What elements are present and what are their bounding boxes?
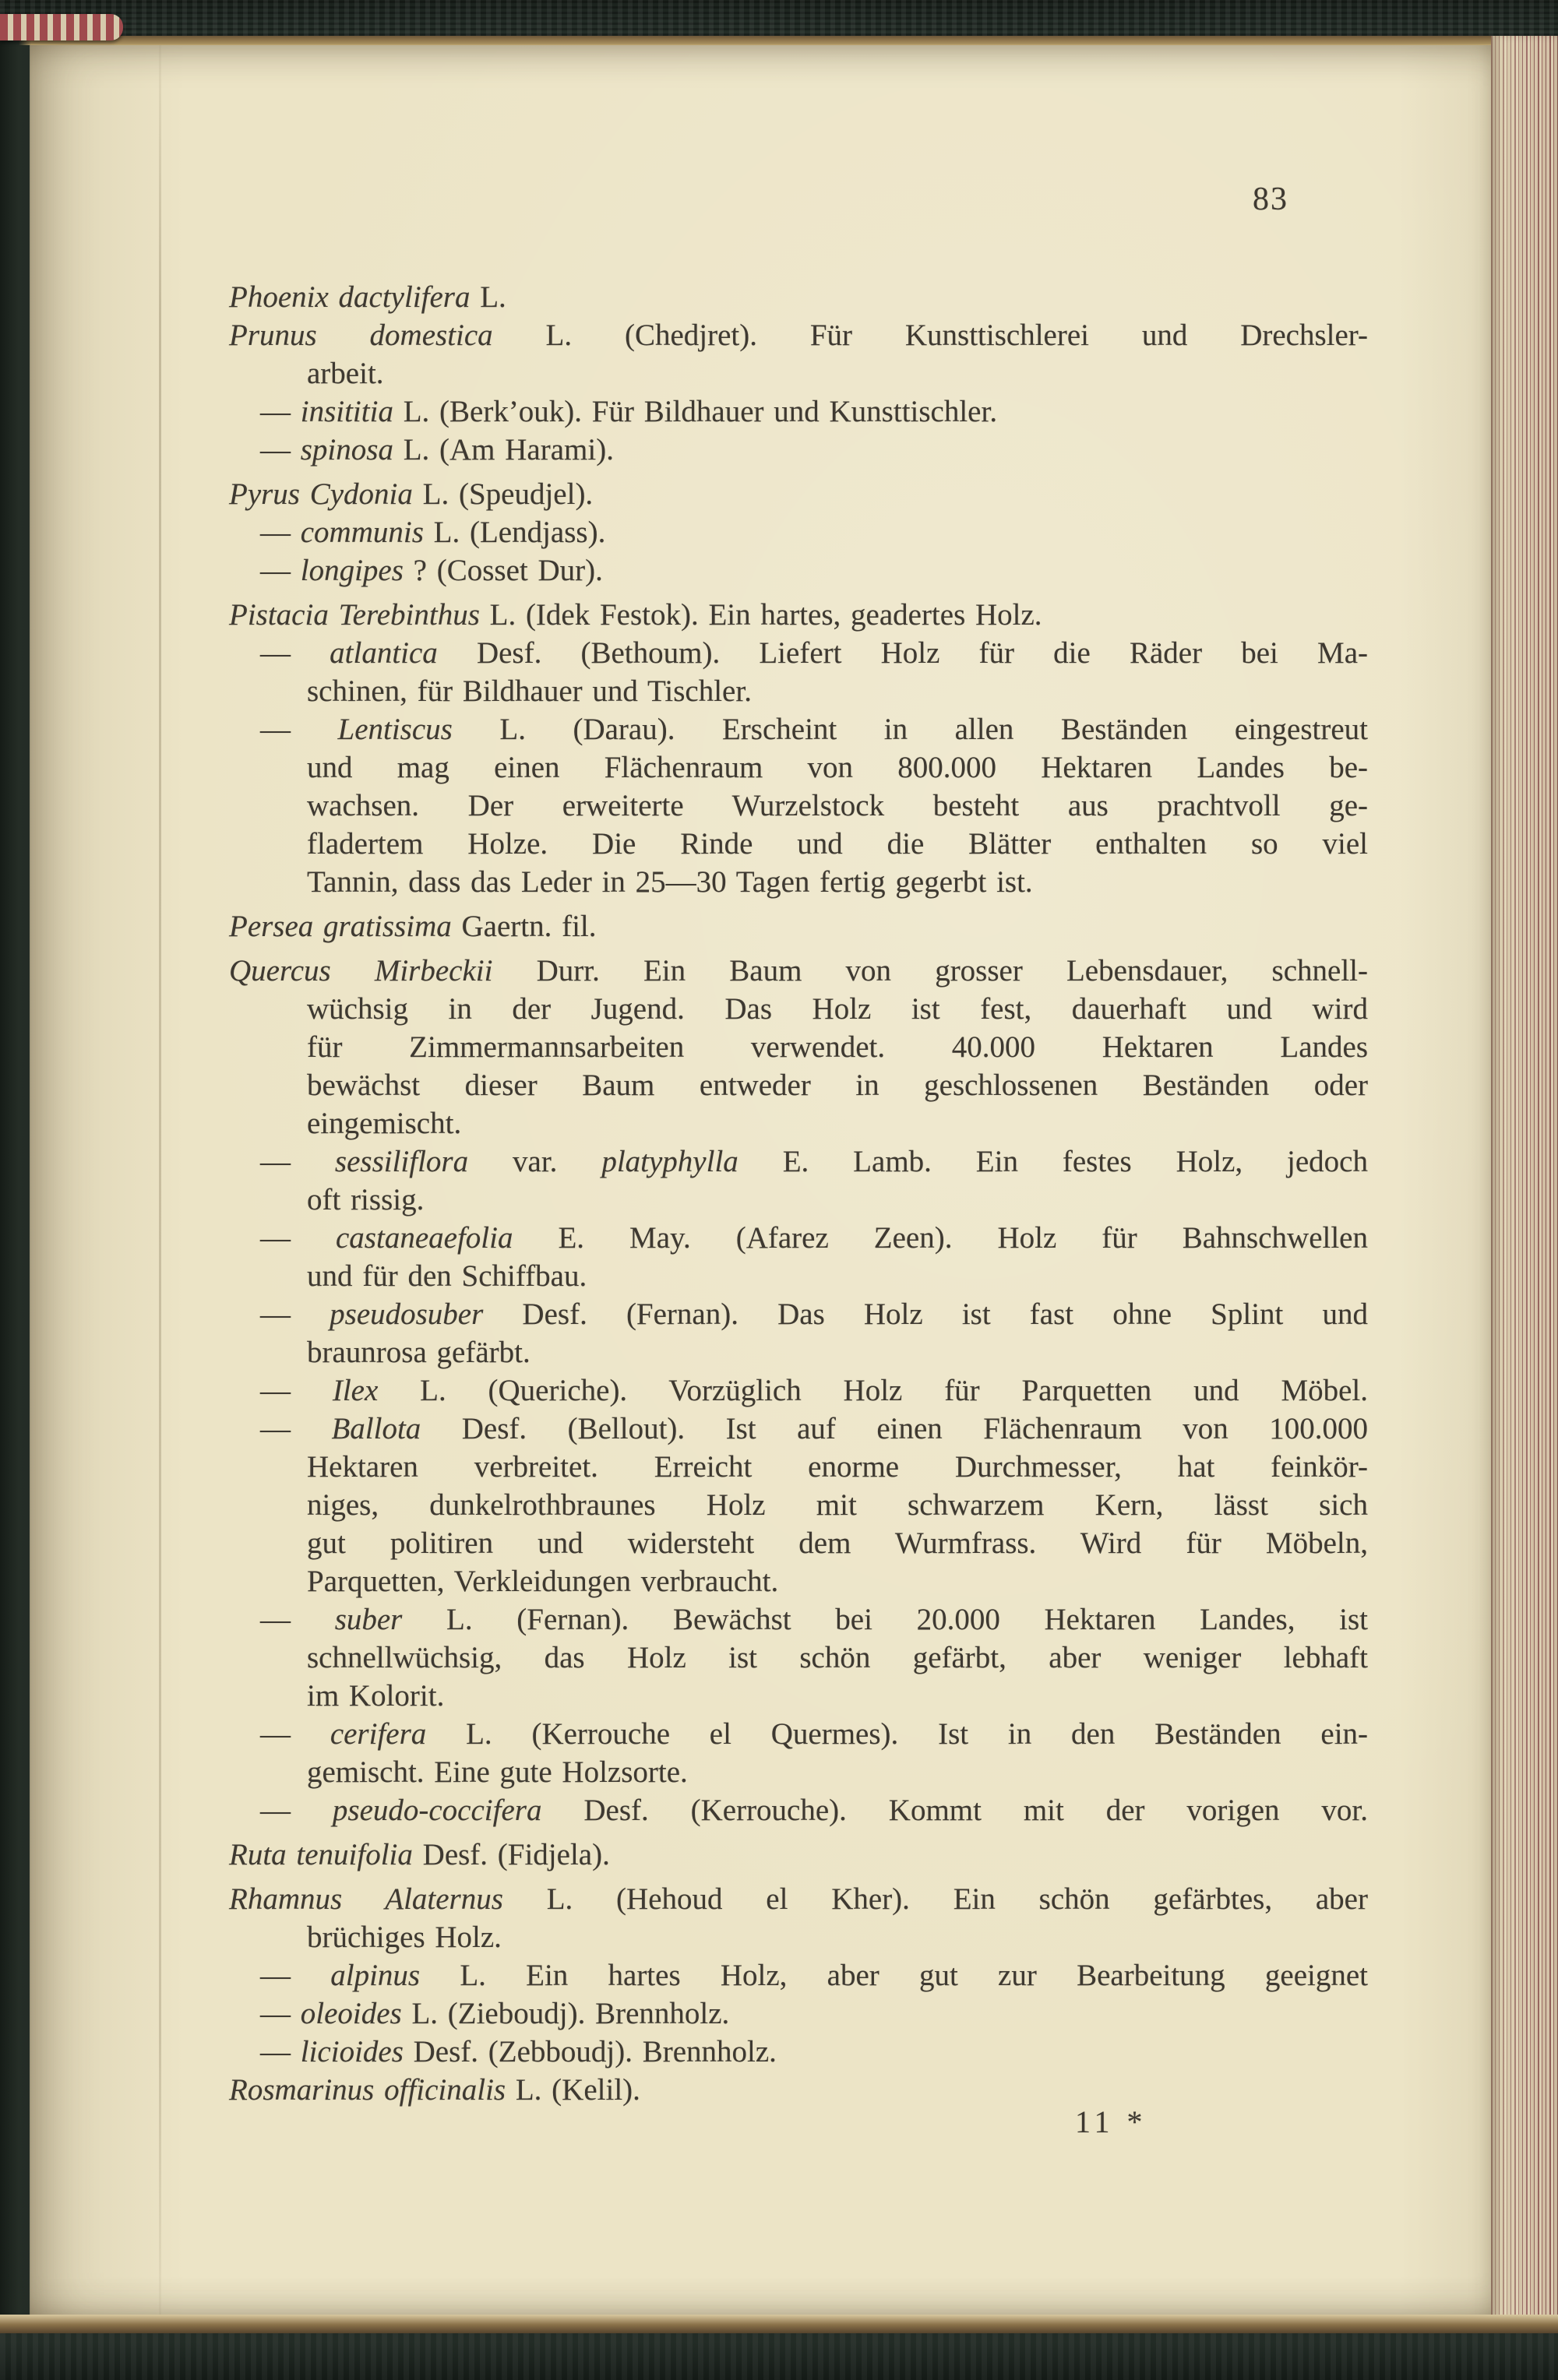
text-run: Gaertn. fil. (451, 910, 597, 943)
text-run: — (260, 554, 301, 587)
text-line (229, 1410, 1368, 1448)
page-bottom-edge (0, 2315, 1558, 2335)
text-run: Desf. (Zebboudj). Brennholz. (403, 2035, 777, 2068)
text-run: L. Ein hartes Holz, aber gut zur Bearbeitung geeignet (420, 1959, 1369, 1992)
species-name: Phoenix dactylifera (229, 280, 471, 314)
text-line (229, 1562, 1368, 1600)
text-run: — (260, 1145, 335, 1178)
text-line (229, 551, 1368, 590)
book-cover-bottom-edge (0, 2333, 1558, 2380)
book-cover-top-edge (0, 0, 1558, 36)
text-run: L. (Darau). Erscheint in allen Beständen eingestreut (452, 713, 1368, 746)
text-run: — (260, 395, 301, 428)
text-run: — (260, 1221, 336, 1255)
text-run: — (260, 1794, 333, 1827)
text-run: und für den Schiffbau. (307, 1259, 587, 1293)
text-run: — (260, 1412, 332, 1445)
text-run: L. (Idek Festok). Ein hartes, geadertes Holz. (479, 598, 1042, 632)
species-name: castaneaefolia (336, 1221, 513, 1255)
text-run: — (260, 1297, 330, 1331)
text-run: gemischt. Eine gute Holzsorte. (307, 1755, 688, 1789)
text-run: bewächst dieser Baum entweder in geschlossenen Beständen oder (307, 1069, 1368, 1102)
text-line (229, 1994, 1368, 2033)
text-line (229, 2071, 1368, 2109)
text-line (229, 1524, 1368, 1562)
species-name: communis (300, 516, 424, 549)
text-run: L. (Fernan). Bewächst bei 20.000 Hektaren Landes, ist (402, 1603, 1369, 1636)
text-run: L. (Speudjel). (412, 477, 594, 511)
text-line (229, 513, 1368, 551)
species-name: Rosmarinus officinalis (229, 2073, 506, 2107)
text-run: Desf. (Bethoum). Liefert Holz für die Räder bei Ma- (437, 636, 1369, 670)
text-run: für Zimmermannsarbeiten verwendet. 40.000 Hektaren Landes (307, 1030, 1368, 1064)
text-line (229, 1104, 1368, 1142)
text-line (229, 1448, 1368, 1486)
text-line (229, 1219, 1368, 1257)
text-block (229, 278, 1368, 2109)
text-run: L. (Am Harami). (393, 433, 614, 466)
page-number: 83 (1253, 181, 1288, 217)
text-line (229, 907, 1368, 945)
text-run: gut politiren und widersteht dem Wurmfrass. Wird für Möbeln, (307, 1526, 1368, 1560)
text-run: L. (Kelil). (506, 2073, 640, 2107)
text-run: Desf. (Kerrouche). Kommt mit der vorigen vor. (541, 1794, 1368, 1827)
species-name: Prunus domestica (229, 319, 493, 352)
species-name: licioides (300, 2035, 404, 2068)
spine-shadow (0, 31, 31, 2341)
text-run: Desf. (Fidjela). (412, 1838, 610, 1871)
text-run: eingemischt. (307, 1107, 462, 1140)
gutter-crease (159, 44, 161, 2315)
species-name: pseudo-coccifera (332, 1794, 542, 1827)
text-run: — (260, 1717, 330, 1751)
text-run: wachsen. Der erweiterte Wurzelstock besteht aus prachtvoll ge- (307, 789, 1368, 822)
text-run: — (260, 1603, 335, 1636)
text-line (229, 1791, 1368, 1829)
text-run: E. May. (Afarez Zeen). Holz für Bahnschwellen (513, 1221, 1368, 1255)
text-line (229, 2033, 1368, 2071)
text-run: L. (Lendjass). (423, 516, 606, 549)
text-line (229, 634, 1368, 672)
species-name: Lentiscus (337, 713, 453, 746)
text-line (229, 316, 1368, 354)
text-line (229, 1639, 1368, 1677)
text-run: oft rissig. (307, 1183, 425, 1216)
text-run: fladertem Holze. Die Rinde und die Blätter enthalten so viel (307, 827, 1368, 861)
text-line (229, 1918, 1368, 1956)
text-line (229, 596, 1368, 634)
species-name: Ruta tenuifolia (229, 1838, 413, 1871)
species-name: Pistacia Terebinthus (229, 598, 480, 632)
text-line (229, 354, 1368, 393)
text-run: L. (Chedjret). Für Kunsttischlerei und Drechsler- (492, 319, 1368, 352)
text-line (229, 952, 1368, 990)
text-run: L. (Kerrouche el Quermes). Ist in den Beständen ein- (426, 1717, 1369, 1751)
text-run: und mag einen Flächenraum von 800.000 Hektaren Landes be- (307, 751, 1368, 784)
text-line (229, 475, 1368, 513)
text-run: wüchsig in der Jugend. Das Holz ist fest, dauerhaft und wird (307, 992, 1368, 1026)
text-run: var. (468, 1145, 602, 1178)
book-page (30, 44, 1493, 2315)
species-name: spinosa (300, 433, 393, 466)
text-run: L. (Queriche). Vorzüglich Holz für Parquetten und Möbel. (378, 1374, 1369, 1407)
species-name: cerifera (330, 1717, 427, 1751)
text-run: Tannin, dass das Leder in 25—30 Tagen fertig gegerbt ist. (307, 865, 1033, 899)
signature-mark: 11 * (1075, 2104, 1147, 2139)
text-run: — (260, 636, 330, 670)
text-run: — (260, 516, 301, 549)
species-name: platyphylla (601, 1145, 738, 1178)
text-line (229, 1333, 1368, 1371)
text-line (229, 1066, 1368, 1104)
text-line (229, 748, 1368, 787)
species-name: insititia (300, 395, 393, 428)
text-run: im Kolorit. (307, 1679, 445, 1713)
text-run: schinen, für Bildhauer und Tischler. (307, 674, 752, 708)
text-line (229, 1753, 1368, 1791)
species-name: Persea gratissima (229, 910, 452, 943)
text-line (229, 1028, 1368, 1066)
text-run: L. (470, 280, 506, 314)
text-run: Desf. (Fernan). Das Holz ist fast ohne Splint und (483, 1297, 1369, 1331)
text-run: — (260, 2035, 301, 2068)
text-run: — (260, 433, 301, 466)
text-line (229, 1142, 1368, 1181)
species-name: Rhamnus Alaternus (229, 1882, 503, 1916)
text-run: ? (Cosset Dur). (403, 554, 603, 587)
species-name: pseudosuber (330, 1297, 484, 1331)
text-line (229, 1836, 1368, 1874)
text-line (229, 1371, 1368, 1410)
headband (0, 14, 123, 40)
text-run: Hektaren verbreitet. Erreicht enorme Durchmesser, hat feinkör- (307, 1450, 1368, 1484)
text-run: — (260, 1959, 331, 1992)
text-line (229, 278, 1368, 316)
text-line (229, 1486, 1368, 1524)
text-run: L. (Hehoud el Kher). Ein schön gefärbtes, aber (502, 1882, 1368, 1916)
species-name: Pyrus Cydonia (229, 477, 413, 511)
text-run: L. (Berk’ouk). Für Bildhauer und Kunsttischler. (393, 395, 998, 428)
text-run: niges, dunkelrothbraunes Holz mit schwarzem Kern, lässt sich (307, 1488, 1368, 1522)
species-name: Ballota (331, 1412, 421, 1445)
text-line (229, 1600, 1368, 1639)
text-run: E. Lamb. Ein festes Holz, jedoch (738, 1145, 1368, 1178)
species-name: oleoides (300, 1997, 402, 2030)
text-run: schnellwüchsig, das Holz ist schön gefärbt, aber weniger lebhaft (307, 1641, 1368, 1674)
text-line (229, 787, 1368, 825)
text-line (229, 1880, 1368, 1918)
text-run: — (260, 1997, 301, 2030)
text-line (229, 710, 1368, 748)
text-line (229, 1295, 1368, 1333)
text-line (229, 1956, 1368, 1994)
text-line (229, 990, 1368, 1028)
text-line (229, 1677, 1368, 1715)
text-line (229, 1257, 1368, 1295)
text-run: — (260, 1374, 333, 1407)
text-run: Parquetten, Verkleidungen verbraucht. (307, 1565, 779, 1598)
text-line (229, 431, 1368, 469)
species-name: atlantica (330, 636, 438, 670)
fore-edge-pages (1491, 34, 1558, 2335)
text-run: Durr. Ein Baum von grosser Lebensdauer, schnell- (492, 954, 1368, 988)
text-line (229, 825, 1368, 863)
text-run: — (260, 713, 338, 746)
text-run: L. (Zieboudj). Brennholz. (401, 1997, 730, 2030)
text-run: arbeit. (307, 357, 384, 390)
text-line (229, 672, 1368, 710)
text-run: brüchiges Holz. (307, 1921, 502, 1954)
species-name: alpinus (330, 1959, 421, 1992)
species-name: suber (334, 1603, 403, 1636)
text-run: braunrosa gefärbt. (307, 1336, 530, 1369)
species-name: Quercus Mirbeckii (229, 954, 493, 988)
species-name: longipes (300, 554, 404, 587)
text-line (229, 393, 1368, 431)
text-run: Desf. (Bellout). Ist auf einen Flächenraum von 100.000 (421, 1412, 1368, 1445)
species-name: Ilex (332, 1374, 379, 1407)
text-line (229, 863, 1368, 901)
species-name: sessiliflora (334, 1145, 469, 1178)
text-line (229, 1181, 1368, 1219)
text-line (229, 1715, 1368, 1753)
